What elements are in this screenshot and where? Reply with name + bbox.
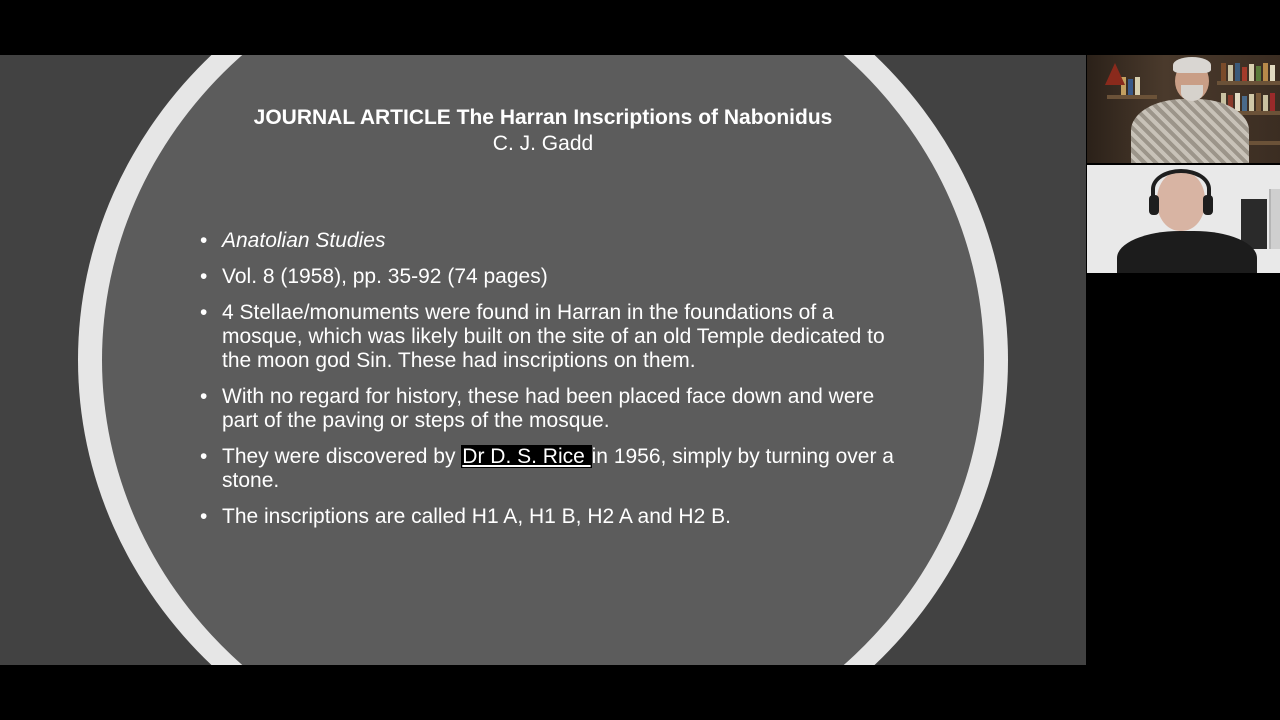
shelf-board (1217, 81, 1280, 85)
book (1270, 93, 1275, 111)
bullet-discovered-text-before: They were discovered by (222, 445, 462, 468)
slide-title-block (140, 105, 946, 157)
bullet-stellae (200, 301, 900, 373)
bullet-names-text: The inscriptions are called H1 A, H1 B, H2 A and H2 B. (222, 505, 731, 528)
book (1263, 63, 1268, 81)
bullet-discovered-text-after: in 1956, simply by turning over a stone. (222, 445, 894, 492)
shared-screen-slide (0, 55, 1086, 665)
bullet-stellae-text: 4 Stellae/monuments were found in Harran in the foundations of a mosque, which was likely built on the site of an old Temple dedicated to the moon god Sin. These had inscriptions on them. (222, 301, 885, 372)
participant-video-2[interactable] (1087, 165, 1280, 273)
book (1249, 94, 1254, 111)
book (1128, 79, 1133, 95)
bullet-dot: • (200, 265, 208, 288)
participant-video-1[interactable] (1087, 55, 1280, 163)
book (1235, 63, 1240, 81)
book (1235, 93, 1240, 111)
bullet-history (200, 385, 900, 433)
book (1221, 63, 1226, 81)
book (1228, 65, 1233, 81)
bullet-volume-text: Vol. 8 (1958), pp. 35-92 (74 pages) (222, 265, 548, 288)
bullet-volume (200, 265, 900, 289)
headset-icon (1151, 169, 1211, 209)
book (1242, 96, 1247, 111)
participant-1-body (1131, 99, 1249, 163)
headset-earcup-right (1203, 195, 1213, 215)
participant-1-beard (1181, 85, 1203, 101)
bullet-discovered (200, 445, 900, 493)
book (1263, 95, 1268, 111)
slide-author: C. J. Gadd (492, 132, 594, 155)
shelf-board (1107, 95, 1157, 99)
book (1242, 67, 1247, 81)
participant-2-body (1117, 231, 1257, 273)
slide-title: JOURNAL ARTICLE The Harran Inscriptions of Nabonidus (253, 106, 833, 129)
bullet-journal (200, 229, 900, 253)
bullet-dot: • (200, 385, 208, 408)
headset-earcup-left (1149, 195, 1159, 215)
slide-bullet-list (200, 229, 900, 541)
wall-frame-background (1269, 189, 1280, 249)
bullet-journal-text: Anatolian Studies (222, 229, 386, 252)
lamp (1105, 63, 1125, 85)
book (1135, 77, 1140, 95)
book (1256, 93, 1261, 111)
book (1256, 66, 1261, 81)
book (1249, 64, 1254, 81)
bullet-dot: • (200, 505, 208, 528)
discoverer-link[interactable]: Dr D. S. Rice (462, 445, 591, 468)
participant-1-hair (1173, 57, 1211, 73)
bullet-dot: • (200, 445, 208, 468)
bullet-names (200, 505, 900, 529)
book (1270, 65, 1275, 81)
bullet-history-text: With no regard for history, these had been placed face down and were part of the paving or steps of the mosque. (222, 385, 875, 432)
bullet-dot: • (200, 229, 208, 252)
bullet-dot: • (200, 301, 208, 324)
